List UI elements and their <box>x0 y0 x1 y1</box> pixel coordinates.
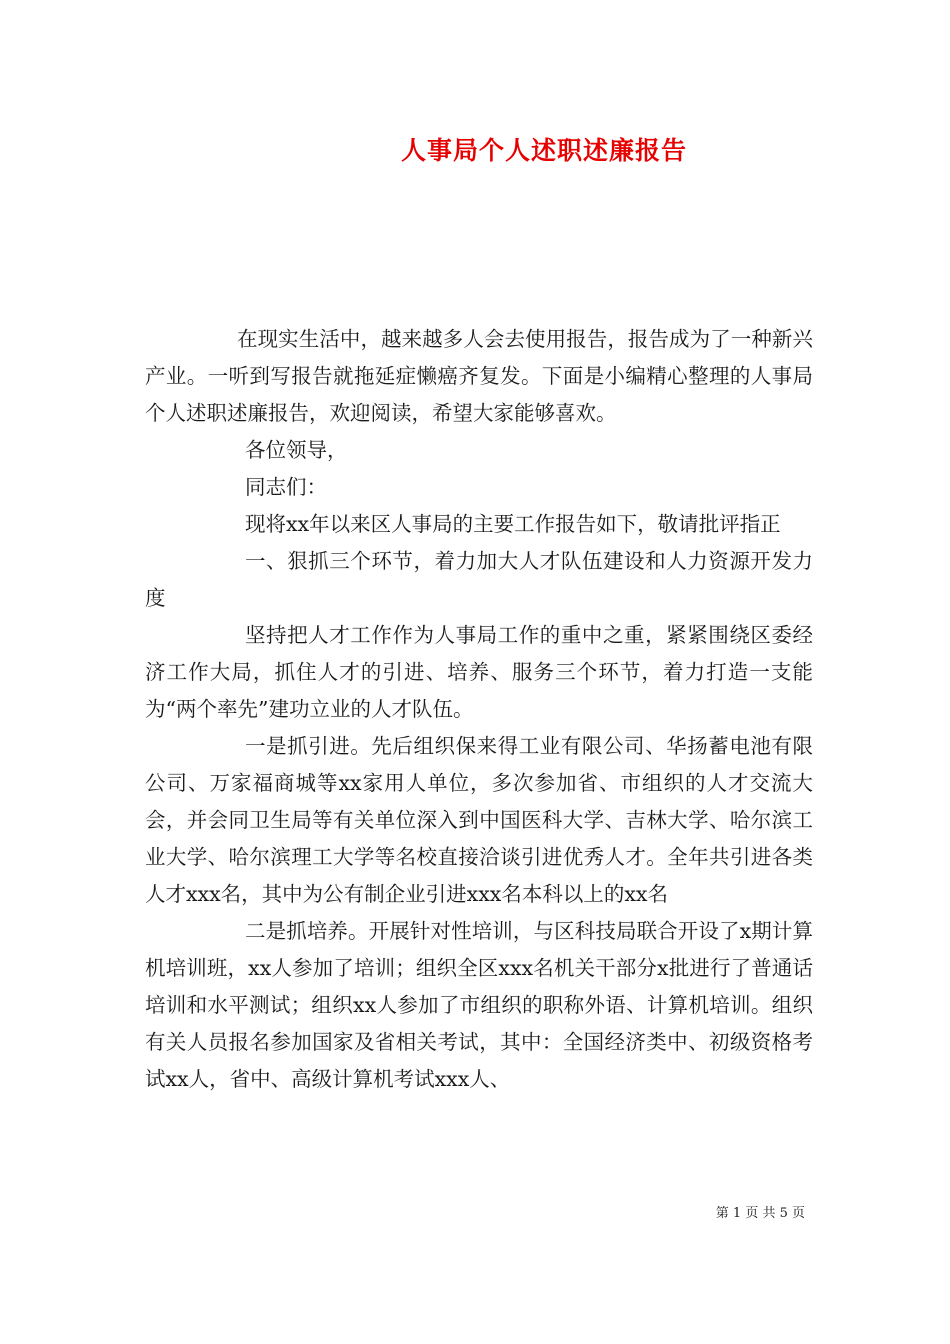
report-opening-paragraph: 现将xx年以来区人事局的主要工作报告如下，敬请批评指正 <box>245 512 781 536</box>
salutation-comrades: 同志们： <box>245 475 327 499</box>
section-heading-1: 一、狠抓三个环节，着力加大人才队伍建设和人力资源开发力度 <box>145 549 813 610</box>
salutation-leaders: 各位领导， <box>245 438 348 462</box>
section-1-summary-paragraph: 坚持把人才工作作为人事局工作的重中之重，紧紧围绕区委经济工作大局，抓住人才的引进、培养、服务三个环节，着力打造一支能为“两个率先”建功立业的人才队伍。 <box>145 623 813 721</box>
intro-paragraph: 在现实生活中，越来越多人会去使用报告，报告成为了一种新兴产业。一听到写报告就拖延症懒癌齐复发。下面是小编精心整理的人事局个人述职述廉报告，欢迎阅读，希望大家能够喜欢。 <box>145 327 813 425</box>
introduction-paragraph: 一是抓引进。先后组织保来得工业有限公司、华扬蓄电池有限公司、万家福商城等xx家用人单位，多次参加省、市组织的人才交流大会，并会同卫生局等有关单位深入到中国医科大学、吉林大学、哈尔滨工业大学、哈尔滨理工大学等名校直接洽谈引进优秀人才。全年共引进各类人才xxx名，其中为公有制企业引进xxx名本科以上的xx名 <box>145 734 813 906</box>
page-number-footer: 第 1 页 共 5 页 <box>715 1206 805 1221</box>
document-body <box>145 321 813 1098</box>
page-title: 人事局个人述职述廉报告 <box>400 136 687 165</box>
training-paragraph: 二是抓培养。开展针对性培训，与区科技局联合开设了x期计算机培训班，xx人参加了培训；组织全区xxx名机关干部分x批进行了普通话培训和水平测试；组织xx人参加了市组织的职称外语、计算机培训。组织有关人员报名参加国家及省相关考试，其中：全国经济类中、初级资格考试xx人，省中、高级计算机考试xxx人、 <box>145 919 813 1091</box>
